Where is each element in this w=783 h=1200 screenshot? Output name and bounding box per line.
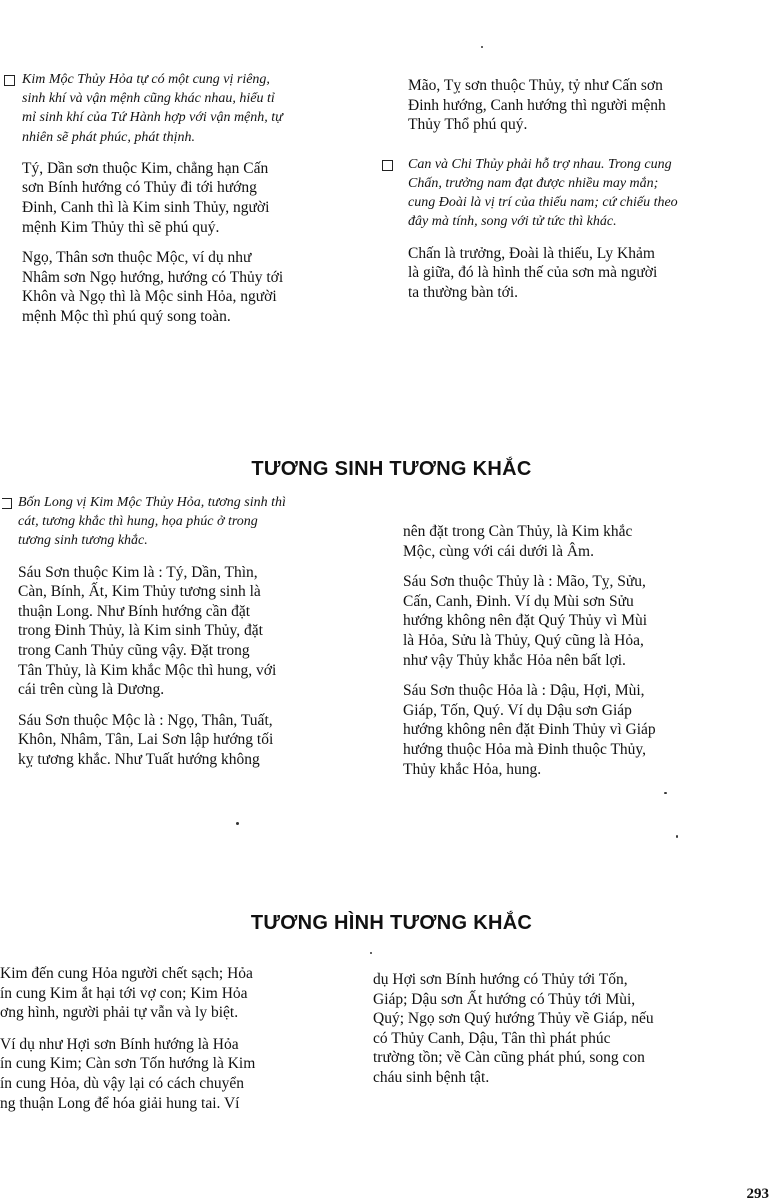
paragraph-thuy [403, 572, 768, 670]
text-line: cát, tương khắc thì hung, họa phúc ở trong [18, 514, 258, 530]
paragraph-mao-ty [408, 76, 768, 135]
note-text [18, 493, 378, 551]
text-line: Quý; Ngọ sơn Quý hướng Thủy về Giáp, nếu [373, 1010, 654, 1028]
top-right-column [408, 76, 768, 312]
text-line: là giữa, đó là hình thế của sơn mà người [408, 264, 658, 282]
paragraph-ty-dan [22, 159, 377, 237]
text-line: Giáp, Tốn, Quý. Ví dụ Dậu sơn Giáp [403, 701, 632, 719]
text-line: ng thuận Long để hóa giải hung tai. Ví [0, 1094, 240, 1112]
text-line: cung Đoài là vị trí của thiếu nam; cứ chiếu theo [408, 195, 678, 211]
text-line: trường tồn; về Càn cũng phát phú, song con [373, 1049, 645, 1067]
text-line: sinh khí và vận mệnh cũng khác nhau, hiểu tỉ [22, 91, 275, 107]
text-line: Chấn, trưởng nam đạt được nhiều may mắn; [408, 175, 659, 191]
text-line: Tý, Dần sơn thuộc Kim, chẳng hạn Cấn [22, 159, 269, 177]
text-line: trong Đinh Thủy, là Kim sinh Thủy, đặt [18, 622, 263, 640]
text-line: Mão, Tỵ sơn thuộc Thủy, tỷ như Cấn sơn [408, 77, 663, 94]
text-line: ơng hình, người phải tự vẫn và ly biệt. [0, 1004, 239, 1022]
text-line: mệnh Kim Thủy thì sẽ phú quý. [22, 218, 220, 236]
text-line: ta thường bàn tới. [408, 283, 519, 301]
text-line: thuận Long. Như Bính hướng cần đặt [18, 602, 251, 620]
text-line: Sáu Sơn thuộc Kim là : Tý, Dần, Thìn, [18, 563, 258, 581]
text-line: Càn, Bính, Ất, Kim Thủy tương sinh là [18, 583, 261, 601]
text-line: Giáp; Dậu sơn Ất hướng có Thủy tới Mùi, [373, 990, 636, 1008]
text-line: Thủy Thổ phú quý. [408, 116, 528, 134]
text-line: hướng không nên đặt Đinh Thủy vì Giáp [403, 721, 656, 739]
paragraph-du-hoi-son [373, 970, 768, 1088]
section-heading-tuong-sinh: TƯƠNG SINH TƯƠNG KHẮC [251, 458, 532, 480]
text-line: Sáu Sơn thuộc Mộc là : Ngọ, Thân, Tuất, [18, 711, 273, 729]
note-text [408, 155, 768, 232]
text-line: dụ Hợi sơn Bính hướng có Thủy tới Tốn, [373, 971, 628, 988]
text-line: ín cung Kim ắt hại tới vợ con; Kim Hỏa [0, 984, 248, 1002]
hinh-left-column [0, 964, 370, 1123]
text-line: có Thủy Canh, Dậu, Tân thì phát phúc [373, 1029, 611, 1047]
scan-speck [676, 835, 678, 838]
text-line: Sáu Sơn thuộc Hỏa là : Dậu, Hợi, Mùi, [403, 682, 645, 700]
text-line: là Hỏa, Sửu là Thủy, Quý cũng là Hỏa, [403, 631, 644, 649]
text-line: Kim Mộc Thủy Hỏa tự có một cung vị riêng, [22, 72, 270, 87]
note-text [22, 70, 377, 147]
text-line: Bốn Long vị Kim Mộc Thủy Hỏa, tương sinh thì [18, 495, 286, 510]
text-line: Kim đến cung Hỏa người chết sạch; Hỏa [0, 965, 253, 982]
text-line: ín cung Kim; Càn sơn Tốn hướng là Kim [0, 1055, 256, 1073]
text-line: Cấn, Canh, Đinh. Ví dụ Mùi sơn Sửu [403, 592, 634, 610]
text-line: Ngọ, Thân sơn thuộc Mộc, ví dụ như [22, 249, 252, 267]
checkbox-bullet-icon [4, 75, 15, 86]
page-number: 293 [746, 1186, 769, 1200]
paragraph-kim [18, 563, 378, 700]
text-line: Nhâm sơn Ngọ hướng, hướng có Thủy tới [22, 268, 284, 286]
paragraph-hoi-son [0, 1035, 370, 1113]
note-can-chi [408, 155, 768, 232]
paragraph-can-thuy [403, 522, 768, 561]
text-line: Khôn và Ngọ thì là Mộc sinh Hỏa, người [22, 288, 277, 306]
text-line: như vậy Thủy khắc Hỏa nên bất lợi. [403, 651, 626, 669]
text-line: Đinh hướng, Canh hướng thì người mệnh [408, 96, 666, 114]
text-line: Khôn, Nhâm, Tân, Lai Sơn lập hướng tối [18, 731, 274, 749]
text-line: mỉ sinh khí của Tứ Hành hợp với vận mệnh, tự [22, 110, 283, 126]
sinh-right-column [403, 522, 768, 789]
checkbox-bullet-icon [382, 160, 393, 171]
text-line: nên đặt trong Càn Thủy, là Kim khắc [403, 523, 633, 540]
paragraph-ngo-than [22, 248, 377, 326]
note-bon-long [18, 493, 378, 551]
paragraph-moc [18, 711, 378, 770]
text-line: nhiên sẽ phát phúc, phát thịnh. [22, 129, 196, 145]
text-line: Đinh, Canh thì là Kim sinh Thủy, người [22, 199, 270, 216]
text-line: hướng thuộc Hỏa mà Đinh thuộc Thủy, [403, 740, 647, 758]
scan-speck [370, 952, 372, 954]
text-line: Ví dụ như Hợi sơn Bính hướng là Hỏa [0, 1035, 239, 1053]
paragraph-hoa [403, 681, 768, 779]
paragraph-kim-hoa [0, 964, 370, 1023]
text-line: ín cung Hỏa, dù vậy lại có cách chuyển [0, 1074, 245, 1092]
scan-speck [664, 792, 667, 794]
text-line: mệnh Mộc thì phú quý song toàn. [22, 307, 231, 325]
text-line: kỵ tương khắc. Như Tuất hướng không [18, 750, 260, 768]
text-line: trong Canh Thủy cũng vậy. Đặt trong [18, 641, 250, 659]
text-line: Sáu Sơn thuộc Thủy là : Mão, Tỵ, Sửu, [403, 573, 646, 591]
text-line: Chấn là trưởng, Đoài là thiếu, Ly Khảm [408, 244, 655, 262]
checkbox-bullet-icon [2, 498, 12, 509]
top-left-column [22, 70, 377, 337]
text-line: cháu sinh bệnh tật. [373, 1068, 490, 1086]
scan-speck [481, 46, 483, 48]
sinh-left-column [18, 493, 378, 780]
text-line: Can và Chi Thủy phải hỗ trợ nhau. Trong cung [408, 156, 672, 172]
text-line: Thủy khắc Hỏa, hung. [403, 760, 542, 778]
hinh-right-column [373, 970, 768, 1098]
text-line: Mộc, cùng với cái dưới là Âm. [403, 542, 594, 560]
text-line: Tân Thủy, là Kim khắc Mộc thì hung, với [18, 661, 277, 679]
text-line: hướng không nên đặt Quý Thủy vì Mùi [403, 612, 648, 630]
section-heading-tuong-hinh: TƯƠNG HÌNH TƯƠNG KHẮC [250, 912, 533, 934]
text-line: sơn Bính hướng có Thủy đi tới hướng [22, 179, 257, 197]
text-line: đây mà tính, song với tử tức thì khác. [408, 214, 617, 230]
note-kim-moc [22, 70, 377, 147]
text-line: tương sinh tương khắc. [18, 533, 148, 549]
scan-speck [236, 822, 239, 825]
paragraph-chan-doai [408, 244, 768, 303]
text-line: cái trên cùng là Dương. [18, 681, 165, 699]
